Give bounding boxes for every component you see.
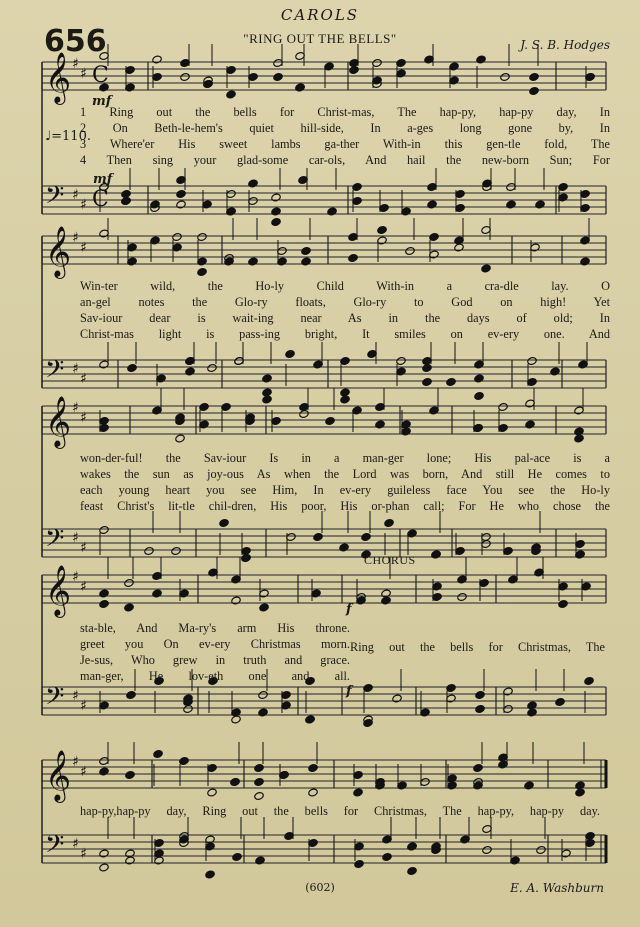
note-head: [524, 781, 534, 790]
verse-2-line-1: 2 On Beth-le-hem's quiet hill-side, In a-ges long gone by, In: [80, 121, 610, 135]
chorus-label: CHORUS: [364, 553, 416, 567]
verse-3-line-1: 3 Where'er His sweet lambs ga-ther With-in this gen-tle fold, The: [80, 137, 610, 151]
note-head: [580, 257, 590, 266]
note-head: [407, 866, 417, 875]
sharp-icon: ♯: [80, 698, 87, 714]
note-head: [176, 200, 186, 209]
treble-clef-icon: 𝄞: [45, 396, 72, 447]
time-signature-icon: C: [92, 187, 109, 212]
sharp-icon: ♯: [80, 197, 87, 213]
dynamic-f-treble: f: [346, 602, 352, 617]
note-head: [230, 777, 240, 786]
author-credit: E. A. Washburn: [510, 881, 604, 895]
sharp-icon: ♯: [80, 579, 87, 595]
note-head: [327, 207, 337, 216]
verse-1-line-2: Win-ter wild, the Ho-ly Child With-in a cra-dle lay. O: [80, 279, 610, 293]
note-head: [254, 791, 264, 800]
note-head: [219, 518, 229, 527]
note-head: [254, 763, 264, 772]
note-head: [500, 72, 510, 81]
composer-credit: J. S. B. Hodges: [520, 38, 610, 52]
bass-clef-icon: 𝄢: [45, 181, 65, 216]
verse-1-line-1: 1 Ring out the bells for Christ-mas, The hap-py, hap-py day, In: [80, 105, 610, 119]
sharp-icon: ♯: [80, 540, 87, 556]
note-head: [99, 849, 109, 858]
treble-clef-icon: 𝄞: [45, 565, 72, 616]
note-head: [382, 852, 392, 861]
note-head: [349, 65, 359, 74]
note-head: [152, 589, 162, 598]
note-head: [381, 589, 391, 598]
note-head: [271, 217, 281, 226]
note-head: [308, 763, 318, 772]
note-head: [427, 200, 437, 209]
dynamic-mf-treble: mf: [92, 94, 112, 109]
note-head: [125, 856, 135, 865]
sharp-icon: ♯: [72, 361, 79, 377]
verse-4-line-1: 4 Then sing your glad-some car-ols, And hail the new-born Sun; For: [80, 153, 610, 167]
note-head: [183, 704, 193, 713]
note-head: [377, 225, 387, 234]
note-head: [99, 599, 109, 608]
sharp-icon: ♯: [80, 764, 87, 780]
note-head: [99, 863, 109, 872]
sharp-icon: ♯: [80, 410, 87, 426]
note-head: [295, 83, 305, 92]
verse-1-line-4: sta-ble, And Ma-ry's arm His throne.: [80, 621, 350, 635]
page-number: (602): [305, 881, 335, 894]
verse-4-line-3: feast Christ's lit-tle chil-dren, His poor, His or-phan call; For He who chose the: [80, 499, 610, 513]
note-head: [475, 690, 485, 699]
note-head: [313, 532, 323, 541]
note-head: [529, 72, 539, 81]
note-head: [407, 842, 417, 851]
bass-clef-icon: 𝄢: [45, 355, 65, 390]
note-head: [226, 90, 236, 99]
note-head: [153, 749, 163, 758]
dynamic-f-bass: f: [346, 684, 352, 699]
note-head: [248, 179, 258, 188]
note-head: [476, 55, 486, 64]
sharp-icon: ♯: [80, 240, 87, 256]
note-head: [144, 546, 154, 555]
note-head: [550, 367, 560, 376]
note-head: [254, 777, 264, 786]
note-head: [584, 676, 594, 685]
note-head: [152, 55, 162, 64]
tempo-marking: ♩=110.: [45, 129, 91, 144]
note-head: [180, 72, 190, 81]
verse-1-line-3: won-der-ful! the Sav-iour Is in a man-ger lone; His pal-ace is a: [80, 451, 610, 465]
sharp-icon: ♯: [80, 371, 87, 387]
note-head: [555, 697, 565, 706]
sharp-icon: ♯: [72, 569, 79, 585]
note-head: [405, 246, 415, 255]
note-head: [258, 708, 268, 717]
note-head: [125, 770, 135, 779]
note-head: [262, 395, 272, 404]
note-head: [575, 788, 585, 797]
note-head: [124, 578, 134, 587]
note-head: [197, 267, 207, 276]
note-head: [422, 363, 432, 372]
sharp-icon: ♯: [72, 836, 79, 852]
note-head: [446, 377, 456, 386]
note-head: [474, 391, 484, 400]
note-head: [207, 788, 217, 797]
note-head: [258, 690, 268, 699]
note-head: [474, 374, 484, 383]
note-head: [481, 264, 491, 273]
tune-name: "RING OUT THE BELLS": [243, 31, 397, 46]
sharp-icon: ♯: [72, 530, 79, 546]
note-head: [339, 543, 349, 552]
note-head: [529, 86, 539, 95]
verse-3-line-4: Je-sus, Who grew in truth and grace.: [80, 653, 350, 667]
note-head: [205, 870, 215, 879]
note-head: [126, 690, 136, 699]
note-head: [232, 852, 242, 861]
note-head: [285, 349, 295, 358]
treble-clef-icon: 𝄞: [45, 226, 72, 277]
verse-2-line-4: greet you On ev-ery Christmas morn.: [80, 637, 350, 651]
note-head: [473, 763, 483, 772]
sharp-icon: ♯: [80, 846, 87, 862]
dynamic-mf-bass: mf: [93, 172, 113, 187]
sharp-icon: ♯: [80, 66, 87, 82]
note-head: [506, 200, 516, 209]
note-head: [422, 377, 432, 386]
note-head: [121, 189, 131, 198]
verse-2-line-2: an-gel notes the Glo-ry floats, Glo-ry to God on high! Yet: [80, 295, 610, 309]
sharp-icon: ♯: [72, 688, 79, 704]
note-head: [99, 767, 109, 776]
sharp-icon: ♯: [72, 230, 79, 246]
note-head: [248, 257, 258, 266]
note-head: [384, 518, 394, 527]
note-head: [308, 788, 318, 797]
note-head: [207, 363, 217, 372]
note-head: [375, 420, 385, 429]
note-head: [273, 72, 283, 81]
chorus-lyrics-line-1: Ring out the bells for Christmas, The: [350, 640, 605, 654]
note-head: [340, 395, 350, 404]
bass-clef-icon: 𝄢: [45, 682, 65, 717]
note-head: [271, 207, 281, 216]
note-head: [175, 434, 185, 443]
note-head: [536, 845, 546, 854]
note-head: [325, 416, 335, 425]
note-head: [301, 257, 311, 266]
note-head: [535, 200, 545, 209]
note-head: [348, 253, 358, 262]
verse-2-line-3: wakes the sun as joy-ous As when the Lord was born, And still He comes to: [80, 467, 610, 481]
sharp-icon: ♯: [72, 187, 79, 203]
bass-clef-icon: 𝄢: [45, 830, 65, 865]
note-head: [361, 532, 371, 541]
sharp-icon: ♯: [72, 754, 79, 770]
bass-clef-icon: 𝄢: [45, 524, 65, 559]
note-head: [259, 603, 269, 612]
note-head: [176, 189, 186, 198]
note-head: [124, 603, 134, 612]
treble-clef-icon: 𝄞: [45, 52, 72, 103]
note-head: [525, 420, 535, 429]
note-head: [171, 546, 181, 555]
note-head: [255, 856, 265, 865]
hymn-number: 656: [44, 24, 107, 59]
note-head: [392, 694, 402, 703]
note-head: [185, 367, 195, 376]
verse-4-line-2: Christ-mas light is pass-ing bright, It smiles on ev-ery one. And: [80, 327, 610, 341]
note-head: [271, 193, 281, 202]
note-head: [457, 592, 467, 601]
sharp-icon: ♯: [72, 56, 79, 72]
note-head: [301, 246, 311, 255]
note-head: [231, 715, 241, 724]
note-head: [454, 243, 464, 252]
note-head: [231, 596, 241, 605]
note-head: [482, 845, 492, 854]
section-heading: CAROLS: [280, 6, 360, 24]
sharp-icon: ♯: [72, 400, 79, 416]
time-signature-icon: C: [92, 63, 109, 88]
note-head: [353, 788, 363, 797]
verse-3-line-2: Sav-iour dear is wait-ing near As in the days of old; In: [80, 311, 610, 325]
verse-4-line-4: man-ger, He lov-eth one and all.: [80, 669, 350, 683]
note-head: [574, 434, 584, 443]
note-head: [475, 704, 485, 713]
note-head: [99, 589, 109, 598]
verse-3-line-3: each young heart you see Him, In ev-ery guileless face You see the Ho-ly: [80, 483, 610, 497]
treble-clef-icon: 𝄞: [45, 750, 72, 801]
note-head: [527, 701, 537, 710]
chorus-lyrics-line-2: hap-py,hap-py day, Ring out the bells for Christmas, The hap-py, hap-py day.: [80, 804, 600, 818]
note-head: [262, 374, 272, 383]
note-head: [127, 363, 137, 372]
